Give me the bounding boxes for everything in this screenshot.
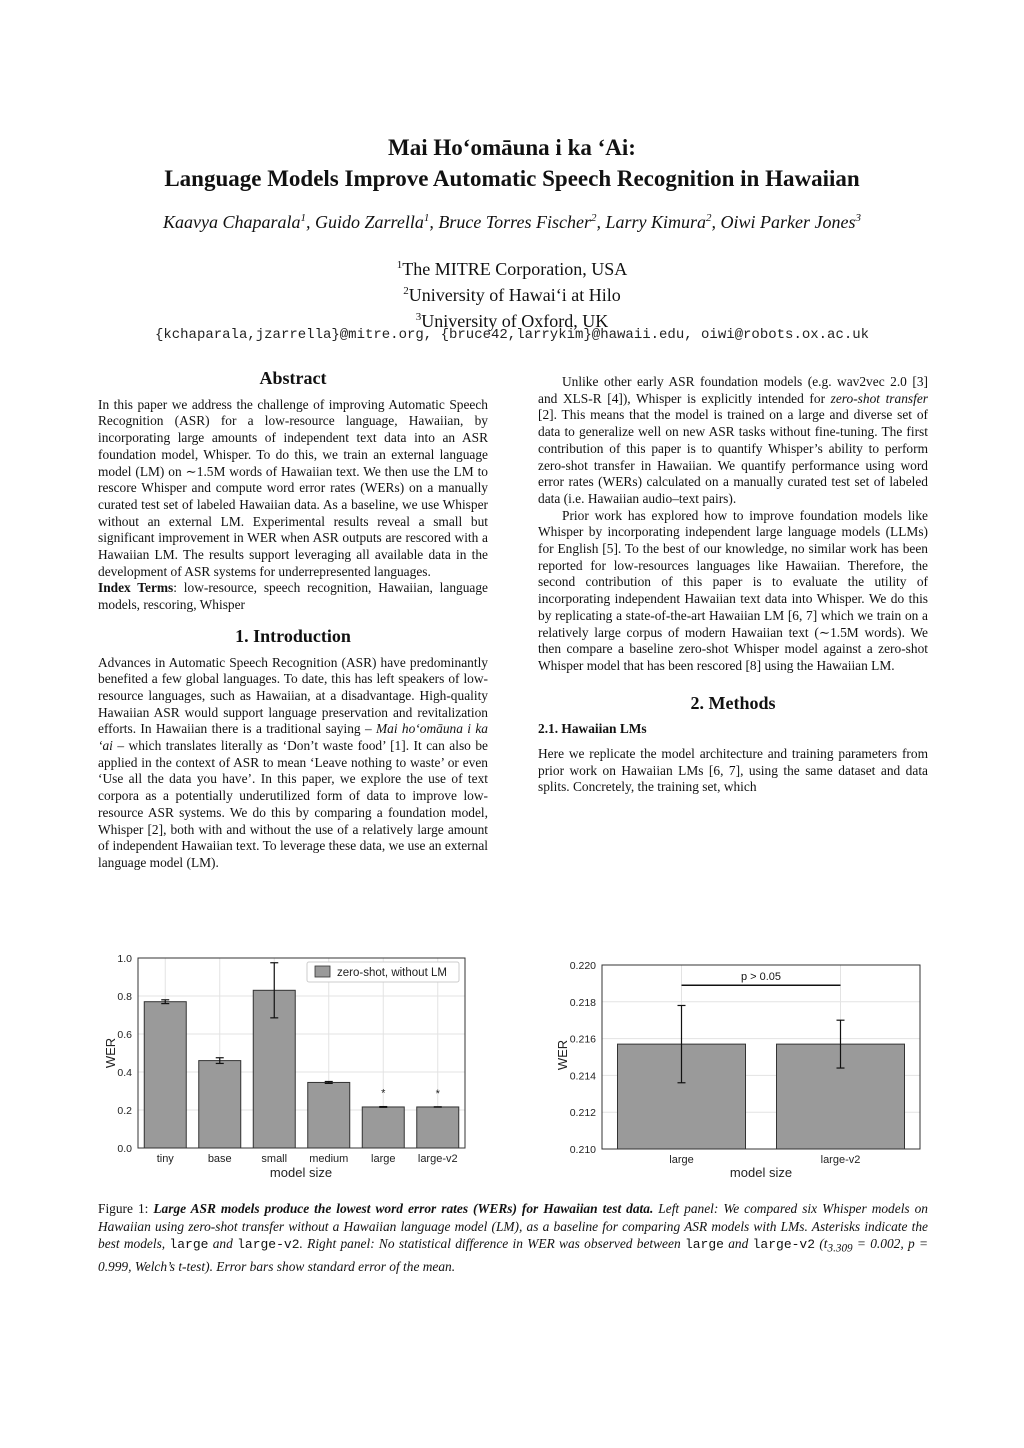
x-tick-label: small <box>261 1153 288 1165</box>
author-name: Guido Zarrella <box>314 212 424 232</box>
y-tick-label: 0.6 <box>117 1029 132 1041</box>
left-column <box>98 370 488 872</box>
caption-subscript: 3.309 <box>827 1242 853 1255</box>
index-terms-label: Index Terms <box>98 580 174 596</box>
chart-wer-by-model-size <box>96 948 476 1183</box>
y-tick-label: 0.216 <box>569 1033 596 1046</box>
author-affiliation-mark: 1 <box>423 212 430 224</box>
y-tick-label: 0.212 <box>569 1107 596 1120</box>
bar-base <box>199 1061 241 1148</box>
subsection-heading: 2.1. Hawaiian LMs <box>538 721 647 737</box>
caption-text: and <box>208 1236 238 1251</box>
caption-text: and <box>723 1236 753 1251</box>
caption-model-name: large-v2 <box>237 1237 300 1252</box>
x-axis-label: model size <box>729 1165 793 1180</box>
author-emails: {kchaparala,jzarrella}@mitre.org, {bruce42,larrykim}@hawaii.edu, oiwi@robots.ox.ac.uk <box>154 327 870 343</box>
caption-model-name: large <box>169 1237 209 1252</box>
emphasis-text: zero-shot transfer <box>830 390 928 406</box>
legend <box>307 962 459 982</box>
best-model-asterisk: * <box>381 1087 386 1100</box>
best-model-asterisk: * <box>435 1087 440 1100</box>
methods-heading: 2. Methods <box>690 692 776 713</box>
affiliation-name: The MITRE Corporation, USA <box>402 259 628 279</box>
bar-medium <box>308 1082 350 1148</box>
author-list: Kaavya Chaparala$^1$, Guido Zarrella$^1$, Bruce Torres Fischer$^2$, Larry Kimura$^2$, Oiwi Parker Jones$^3$ <box>162 212 862 232</box>
author-name: Oiwi Parker Jones <box>720 212 856 232</box>
caption-text: . Right panel: No statistical difference in WER was observed between <box>299 1236 685 1251</box>
author-name: Kaavya Chaparala <box>162 212 301 232</box>
intro-paragraph-3: Prior work has explored how to improve foundation models like Whisper by incorporating independent large language models (LLMs) for English [5]. To the best of our knowledge, no similar work has been reported for low-resources languages like Hawaiian. Therefore, the second contribution of this paper is to evaluate the utility of incorporating independent Hawaiian text data into Whisper. We do this by replicating a state-of-the-art Hawaiian LM [6, 7] which we train on a relatively large corpus of modern Hawaiian text (∼1.5M words). We then compare a baseline zero-shot Whisper model against a zero-shot Whisper model that has been rescored [8] using the Hawaiian LM. <box>538 507 928 673</box>
abstract-heading: Abstract <box>259 368 327 388</box>
caption-text: (t <box>815 1236 828 1251</box>
index-terms-list: : low-resource, speech recognition, Hawaiian, language models, rescoring, Whisper <box>98 580 488 613</box>
title-line-2: Language Models Improve Automatic Speech Recognition in Hawaiian <box>164 166 860 191</box>
x-tick-label: large-v2 <box>417 1153 458 1165</box>
y-tick-label: 0.218 <box>569 996 596 1009</box>
abstract-text: In this paper we address the challenge of improving Automatic Speech Recognition (ASR) for a low-resource language, Hawaiian, by incorporating large amounts of independent text data into an ASR foundation model, Whisper. To do this, we train an external language model (LM) on ∼1.5M words of Hawaiian text. We then use the LM to rescore Whisper and compute word error rates (WERs) on a manually curated test set of labeled Hawaiian data. As a baseline, we use Whisper without an external LM. Experimental results reveal a small but significant improvement in WER when ASR outputs are rescored with a Hawaiian LM. The results support leveraging all available data in the development of ASR systems for underrepresented languages. <box>98 396 488 579</box>
methods-paragraph-1: Here we replicate the model architecture and training parameters from prior work on Hawaiian LMs [6, 7], using the same dataset and data splits. Concretely, the training set, which <box>538 746 928 795</box>
hawaiian-saying: Mai ho‘omāuna i ka ‘ai <box>98 721 488 754</box>
author-affiliation-mark: 2 <box>706 212 712 224</box>
x-tick-label: base <box>207 1153 232 1165</box>
y-tick-label: 0.0 <box>117 1143 132 1155</box>
x-tick-label: medium <box>309 1153 349 1165</box>
introduction-heading: 1. Introduction <box>235 625 351 646</box>
y-axis-label: WER <box>103 1037 118 1069</box>
y-tick-label: 0.8 <box>117 991 132 1003</box>
caption-bold: Large ASR models produce the lowest word error rates (WERs) for Hawaiian test data. <box>153 1201 654 1216</box>
affiliation-number: 2 <box>403 285 409 297</box>
caption-label: Figure 1: <box>98 1201 154 1216</box>
caption-text: Left panel: We compared six Whisper models on Hawaiian using zero-shot transfer without a Hawaiian language model (LM), as a baseline for comparing ASR models with LMs. Asterisks indicate the best models, <box>98 1201 929 1251</box>
plot-frame <box>138 958 465 1148</box>
x-tick-label: large-v2 <box>820 1154 861 1166</box>
index-terms <box>98 580 488 613</box>
affiliations <box>80 254 944 332</box>
intro-paragraph-2 <box>538 374 928 508</box>
caption-model-name: large-v2 <box>752 1237 816 1252</box>
bar-tiny <box>144 1002 186 1148</box>
affiliation-name: University of Hawai‘i at Hilo <box>408 285 621 305</box>
significance-label: p > 0.05 <box>740 971 782 984</box>
intro-text: Advances in Automatic Speech Recognition (ASR) have predominantly benefited a few global languages. To date, this has left speakers of low-resource languages, such as Hawaiian, at a disadvantage. High-quality Hawaiian ASR would support language preservation and revitalization efforts. In Hawaiian there is a traditional saying – <box>98 654 488 737</box>
affiliation-line <box>80 280 944 306</box>
bar-large-v2 <box>417 1107 459 1148</box>
x-tick-label: large <box>669 1154 694 1166</box>
caption-model-name: large <box>684 1237 724 1252</box>
author-name: Larry Kimura <box>605 212 707 232</box>
x-tick-label: tiny <box>156 1153 174 1165</box>
y-tick-label: 0.214 <box>569 1070 596 1083</box>
paper-title <box>80 132 944 194</box>
affiliation-name: University of Oxford, UK <box>421 311 609 331</box>
author-name: Bruce Torres Fischer <box>438 212 591 232</box>
y-tick-label: 0.4 <box>117 1067 132 1079</box>
affiliation-number: 1 <box>396 259 403 271</box>
legend-label: zero-shot, without LM <box>337 967 447 979</box>
y-tick-label: 1.0 <box>117 953 132 965</box>
title-line-1: Mai Ho‘omāuna i ka ‘Ai: <box>388 135 636 160</box>
right-column <box>538 374 928 796</box>
figure-caption <box>98 1200 928 1276</box>
caption-text: = 0.002, p = 0.999, Welch’s t-test). Error bars show standard error of the mean. <box>98 1236 928 1275</box>
y-tick-label: 0.2 <box>117 1105 132 1117</box>
y-tick-label: 0.220 <box>569 960 596 972</box>
author-affiliation-mark: 3 <box>855 212 862 224</box>
y-axis-label: WER <box>555 1039 570 1071</box>
author-affiliation-mark: 2 <box>591 212 597 224</box>
intro-text: – which translates literally as ‘Don’t waste food’ [1]. It can also be applied in the context of ASR to mean ‘Leave nothing to waste’ or even ‘Use all the data you have’. In this paper, we explore the use of text corpora as a potentially underutilized form of data to improve low-resource ASR systems. We do this by comparing a foundation model, Whisper [2], both with and without the use of a relatively large amount of independent Hawaiian text. To leverage these data, we use an external language model (LM). <box>98 738 488 870</box>
legend-swatch <box>315 966 330 977</box>
intro-paragraph-1 <box>98 655 488 872</box>
x-tick-label: large <box>371 1153 396 1165</box>
author-affiliation-mark: 1 <box>300 212 306 224</box>
intro-text: Unlike other early ASR foundation models (e.g. wav2vec 2.0 [3] and XLS-R [4]), Whisper is explicitly intended for <box>538 374 928 406</box>
affiliation-line <box>80 254 944 280</box>
chart-wer-large-comparison <box>550 955 930 1185</box>
x-axis-label: model size <box>269 1165 333 1180</box>
intro-text: [2]. This means that the model is trained on a large and diverse set of data to generalize well on new ASR tasks without fine-tuning. The first contribution of this paper is to quantify Whisper’s ability to perform zero-shot transfer in Hawaiian. We quantify performance using word error rates (WERs) calculated on a manually curated test set of labeled data (i.e. Hawaiian audio–text pairs). <box>538 407 928 506</box>
y-tick-label: 0.210 <box>569 1144 596 1156</box>
affiliation-number: 3 <box>415 311 422 323</box>
bar-large <box>362 1107 404 1148</box>
